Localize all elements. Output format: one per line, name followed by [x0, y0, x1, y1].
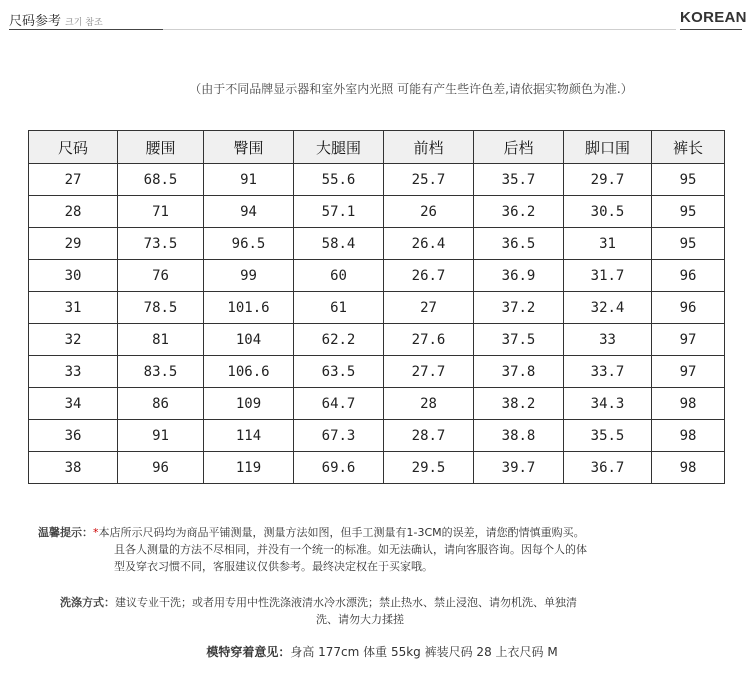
table-cell: 38: [29, 452, 118, 484]
header-hip: 臀围: [204, 131, 294, 164]
table-cell: 78.5: [118, 292, 204, 324]
table-cell: 96: [118, 452, 204, 484]
table-cell: 57.1: [294, 196, 384, 228]
model-fit-section: [0, 643, 750, 660]
table-cell: 97: [652, 356, 725, 388]
table-cell: 95: [652, 164, 725, 196]
table-cell: 63.5: [294, 356, 384, 388]
table-cell: 67.3: [294, 420, 384, 452]
table-cell: 25.7: [384, 164, 474, 196]
table-cell: 34: [29, 388, 118, 420]
page-header: [0, 0, 750, 34]
table-cell: 98: [652, 420, 725, 452]
header-thigh: 大腿围: [294, 131, 384, 164]
table-cell: 98: [652, 388, 725, 420]
table-row: [29, 324, 725, 356]
washing-line-1: 建议专业干洗；或者用专用中性洗涤液清水冷水漂洗；禁止热水、禁止浸泡、请勿机洗、单独清: [115, 596, 577, 609]
table-cell: 26: [384, 196, 474, 228]
table-cell: 27.7: [384, 356, 474, 388]
table-cell: 91: [204, 164, 294, 196]
table-cell: 37.5: [474, 324, 564, 356]
table-cell: 94: [204, 196, 294, 228]
table-cell: 36: [29, 420, 118, 452]
tips-line-2: 且各人测量的方法不尽相同，并没有一个统一的标准。如无法确认，请向客服咨询。因每个人的体: [114, 543, 587, 556]
table-row: [29, 196, 725, 228]
table-cell: 96: [652, 260, 725, 292]
table-cell: 27: [384, 292, 474, 324]
table-cell: 64.7: [294, 388, 384, 420]
table-cell: 36.7: [564, 452, 652, 484]
table-cell: 83.5: [118, 356, 204, 388]
table-cell: 95: [652, 196, 725, 228]
table-cell: 39.7: [474, 452, 564, 484]
table-cell: 38.8: [474, 420, 564, 452]
table-cell: 26.7: [384, 260, 474, 292]
table-cell: 109: [204, 388, 294, 420]
table-cell: 27: [29, 164, 118, 196]
table-cell: 106.6: [204, 356, 294, 388]
table-row: [29, 420, 725, 452]
header-leg-opening: 脚口围: [564, 131, 652, 164]
table-cell: 58.4: [294, 228, 384, 260]
table-row: [29, 292, 725, 324]
size-reference-subtitle: 크기 참조: [65, 18, 103, 28]
table-cell: 37.2: [474, 292, 564, 324]
header-back-rise: 后档: [474, 131, 564, 164]
table-cell: 37.8: [474, 356, 564, 388]
title-underline: [9, 29, 163, 30]
header-divider: [163, 29, 676, 30]
table-cell: 119: [204, 452, 294, 484]
table-cell: 60: [294, 260, 384, 292]
tips-line-1: 本店所示尺码均为商品平铺测量，测量方法如图，但手工测量有1-3CM的误差，请您酌情慎重购买。: [98, 526, 585, 539]
brand-label: KOREAN: [680, 9, 747, 26]
table-cell: 73.5: [118, 228, 204, 260]
table-cell: 28: [29, 196, 118, 228]
table-cell: 29.7: [564, 164, 652, 196]
washing-section: [60, 594, 720, 628]
size-chart-table: [28, 130, 725, 484]
size-reference-title: [9, 10, 103, 29]
table-header-row: [29, 131, 725, 164]
table-cell: 76: [118, 260, 204, 292]
table-cell: 38.2: [474, 388, 564, 420]
color-difference-note: （由于不同品牌显示器和室外室内光照 可能有产生些许色差,请依据实物颜色为准.）: [189, 82, 633, 96]
table-cell: 27.6: [384, 324, 474, 356]
table-cell: 29: [29, 228, 118, 260]
tips-asterisk: *: [93, 526, 99, 539]
header-front-rise: 前档: [384, 131, 474, 164]
table-cell: 29.5: [384, 452, 474, 484]
table-cell: 55.6: [294, 164, 384, 196]
washing-label: 洗涤方式：: [60, 596, 115, 609]
header-size: 尺码: [29, 131, 118, 164]
tips-label: 温馨提示：: [38, 526, 93, 539]
table-cell: 28: [384, 388, 474, 420]
brand-underline: [680, 29, 742, 30]
table-cell: 32: [29, 324, 118, 356]
table-cell: 114: [204, 420, 294, 452]
table-cell: 32.4: [564, 292, 652, 324]
table-cell: 98: [652, 452, 725, 484]
table-cell: 104: [204, 324, 294, 356]
table-cell: 91: [118, 420, 204, 452]
table-cell: 28.7: [384, 420, 474, 452]
table-cell: 31: [564, 228, 652, 260]
table-cell: 62.2: [294, 324, 384, 356]
table-cell: 71: [118, 196, 204, 228]
model-fit-text: 身高 177cm 体重 55kg 裤装尺码 28 上衣尺码 M: [290, 645, 558, 659]
table-cell: 26.4: [384, 228, 474, 260]
table-cell: 97: [652, 324, 725, 356]
table-row: [29, 164, 725, 196]
table-cell: 33: [29, 356, 118, 388]
table-cell: 36.9: [474, 260, 564, 292]
table-cell: 30: [29, 260, 118, 292]
washing-line-2: 洗、请勿大力揉搓: [316, 613, 404, 626]
table-cell: 31.7: [564, 260, 652, 292]
table-cell: 95: [652, 228, 725, 260]
table-cell: 61: [294, 292, 384, 324]
table-cell: 31: [29, 292, 118, 324]
table-cell: 81: [118, 324, 204, 356]
table-cell: 33.7: [564, 356, 652, 388]
table-cell: 34.3: [564, 388, 652, 420]
table-row: [29, 388, 725, 420]
table-cell: 36.5: [474, 228, 564, 260]
table-cell: 68.5: [118, 164, 204, 196]
tips-section: [38, 524, 708, 575]
table-cell: 33: [564, 324, 652, 356]
table-cell: 99: [204, 260, 294, 292]
table-cell: 96.5: [204, 228, 294, 260]
table-cell: 35.7: [474, 164, 564, 196]
table-row: [29, 228, 725, 260]
table-cell: 101.6: [204, 292, 294, 324]
size-reference-title-text: 尺码参考: [9, 14, 62, 29]
tips-line-3: 型及穿衣习惯不同，客服建议仅供参考。最终决定权在于买家哦。: [114, 560, 433, 573]
header-waist: 腰围: [118, 131, 204, 164]
table-body: [29, 164, 725, 484]
table-cell: 36.2: [474, 196, 564, 228]
table-cell: 30.5: [564, 196, 652, 228]
table-cell: 86: [118, 388, 204, 420]
header-length: 裤长: [652, 131, 725, 164]
table-cell: 96: [652, 292, 725, 324]
table-row: [29, 452, 725, 484]
table-cell: 69.6: [294, 452, 384, 484]
model-fit-label: 模特穿着意见：: [206, 645, 291, 659]
table-row: [29, 356, 725, 388]
table-cell: 35.5: [564, 420, 652, 452]
table-row: [29, 260, 725, 292]
